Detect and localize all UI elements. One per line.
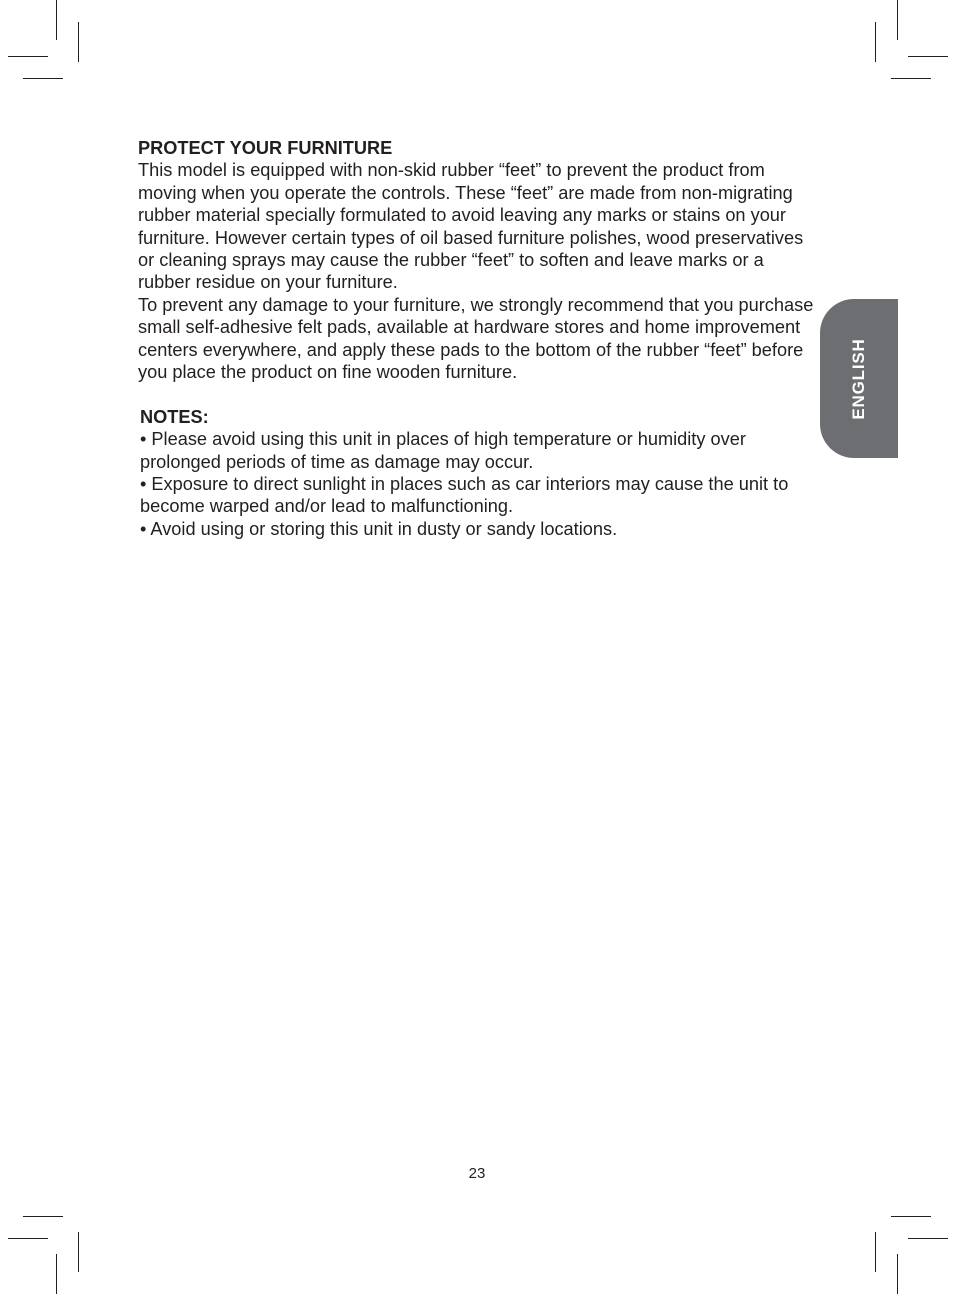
crop-mark bbox=[56, 0, 57, 40]
crop-mark bbox=[897, 1254, 898, 1294]
crop-mark bbox=[78, 1232, 79, 1272]
section-heading: PROTECT YOUR FURNITURE bbox=[138, 138, 393, 158]
crop-mark bbox=[891, 78, 931, 79]
crop-mark bbox=[56, 1254, 57, 1294]
crop-mark bbox=[78, 22, 79, 62]
crop-mark bbox=[8, 56, 48, 57]
crop-mark bbox=[897, 0, 898, 40]
page-content bbox=[138, 137, 818, 540]
section-paragraph: To prevent any damage to your furniture, we strongly recommend that you purchase small self-adhesive felt pads, available at hardware stores and home improvement centers everywhere, and apply these pads to the bottom of the rubber “feet” before you place the product on fine wooden furniture. bbox=[138, 294, 814, 383]
crop-mark bbox=[875, 1232, 876, 1272]
crop-mark bbox=[891, 1216, 931, 1217]
note-item: • Exposure to direct sunlight in places such as car interiors may cause the unit to become warped and/or lead to malfunctioning. bbox=[140, 474, 789, 517]
crop-mark bbox=[908, 56, 948, 57]
crop-mark bbox=[875, 22, 876, 62]
crop-mark bbox=[8, 1238, 48, 1239]
page-number: 23 bbox=[468, 1165, 486, 1182]
crop-mark bbox=[23, 78, 63, 79]
crop-mark bbox=[908, 1238, 948, 1239]
crop-mark bbox=[23, 1216, 63, 1217]
language-tab bbox=[820, 299, 898, 458]
note-item: • Please avoid using this unit in places of high temperature or humidity over prolonged periods of time as damage may occur. bbox=[140, 429, 746, 472]
note-item: • Avoid using or storing this unit in dusty or sandy locations. bbox=[140, 518, 618, 539]
language-tab-label: ENGLISH bbox=[849, 337, 868, 420]
section-paragraph: This model is equipped with non-skid rubber “feet” to prevent the product from moving when you operate the controls. These “feet” are made from non-migrating rubber material specially formulated to avoid leaving any marks or stains on your furniture. However certain types of oil based furniture polishes, wood preservatives or cleaning sprays may cause the rubber “feet” to soften and leave marks or a rubber residue on your furniture. bbox=[138, 160, 804, 293]
notes-heading: NOTES: bbox=[140, 406, 209, 427]
